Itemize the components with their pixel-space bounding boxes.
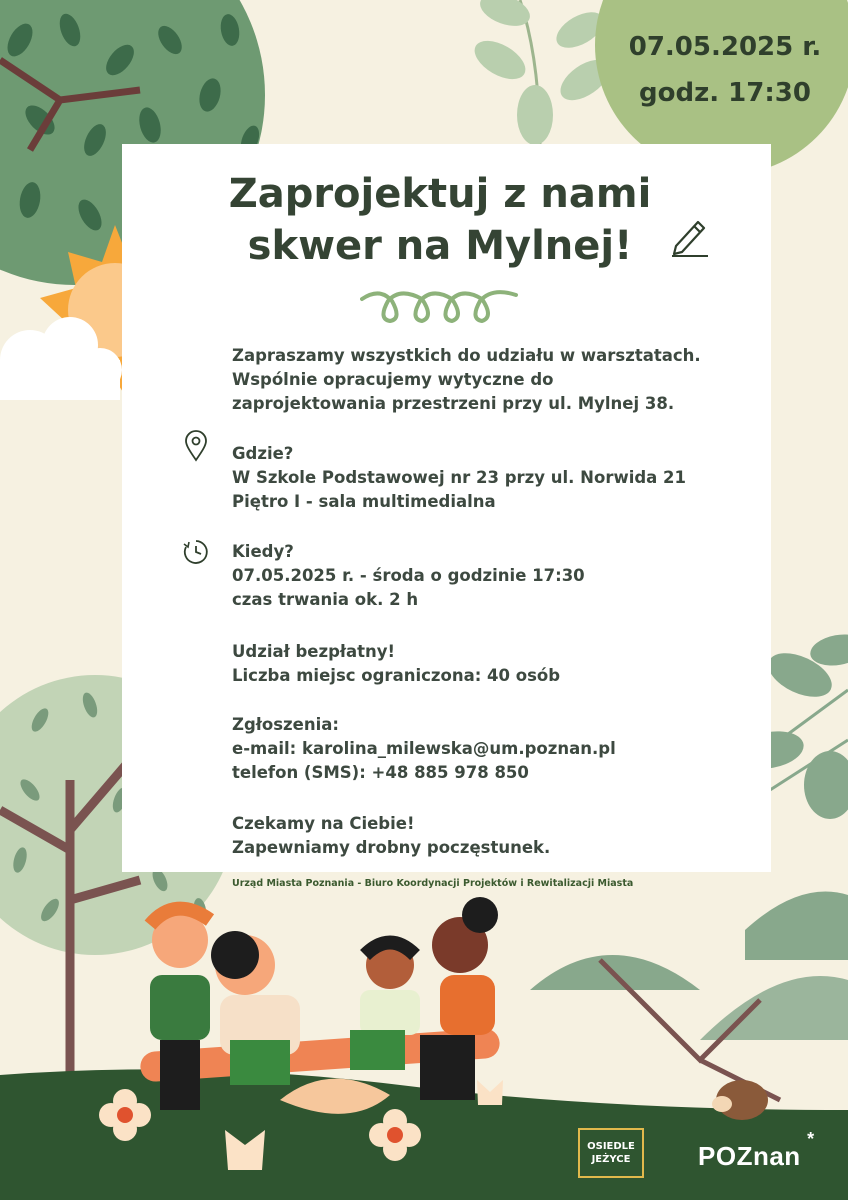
when-line-2: czas trwania ok. 2 h [232, 590, 419, 609]
where-line-2: Piętro I - sala multimedialna [232, 492, 496, 511]
intro-line-3: zaprojektowania przestrzeni przy ul. Mylnej 38. [232, 394, 675, 413]
badge-time: godz. 17:30 [639, 78, 811, 108]
where-section [232, 442, 752, 514]
osiedle-logo-line-2: JEŻYCE [591, 1154, 631, 1165]
organizer-note: Urząd Miasta Poznania - Biuro Koordynacji Projektów i Rewitalizacji Miasta [232, 878, 634, 889]
registration-section [232, 713, 752, 785]
poznan-logo [698, 1129, 815, 1172]
registration-phone[interactable]: telefon (SMS): +48 885 978 850 [232, 763, 529, 782]
participation-section [232, 640, 752, 688]
bushes-right [530, 892, 848, 1100]
when-section [232, 540, 752, 612]
osiedle-logo-line-1: OSIEDLE [587, 1141, 635, 1152]
where-line-1: W Szkole Podstawowej nr 23 przy ul. Norwida 21 [232, 468, 687, 487]
when-line-1: 07.05.2025 r. - środa o godzinie 17:30 [232, 566, 585, 585]
squiggle-divider [360, 285, 520, 327]
registration-email[interactable]: e-mail: karolina_milewska@um.poznan.pl [232, 739, 616, 758]
closing-line-1: Czekamy na Ciebie! [232, 814, 415, 833]
title-line-2: skwer na Mylnej! [247, 223, 633, 269]
leaves-top-right [468, 0, 616, 150]
closing-line-2: Zapewniamy drobny poczęstunek. [232, 838, 551, 857]
intro-line-2: Wspólnie opracujemy wytyczne do [232, 370, 554, 389]
poznan-logo-text: POZnan [698, 1141, 801, 1171]
badge-date: 07.05.2025 r. [628, 32, 822, 62]
where-heading: Gdzie? [232, 444, 294, 463]
osiedle-jezyce-logo [578, 1128, 644, 1178]
registration-heading: Zgłoszenia: [232, 715, 339, 734]
pencil-icon [668, 212, 714, 258]
when-heading: Kiedy? [232, 542, 294, 561]
participation-line-2: Liczba miejsc ograniczona: 40 osób [232, 666, 561, 685]
poznan-logo-star: * [807, 1129, 815, 1149]
clock-icon [182, 538, 210, 566]
page-title [190, 168, 690, 272]
date-badge [610, 24, 840, 116]
participation-line-1: Udział bezpłatny! [232, 642, 396, 661]
kids-seesaw-illustration [139, 897, 500, 1114]
intro-text [232, 344, 752, 416]
title-line-1: Zaprojektuj z nami [228, 171, 652, 217]
location-pin-icon [183, 430, 209, 462]
closing-section [232, 812, 752, 860]
intro-line-1: Zapraszamy wszystkich do udziału w warsztatach. [232, 346, 701, 365]
